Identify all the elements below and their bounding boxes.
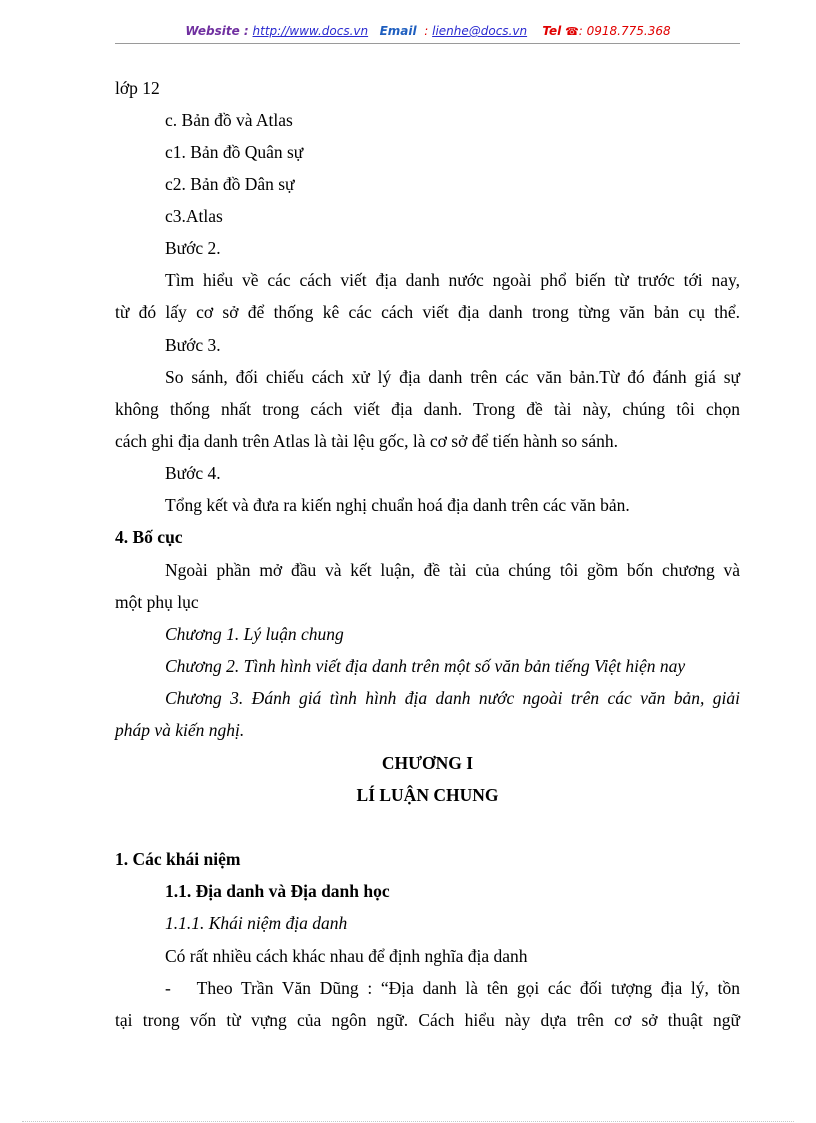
text-line: c3.Atlas [165,206,223,226]
text-line: Tìm hiểu về các cách viết địa danh nước ngoài phổ biến từ trước tới nay, [165,270,740,290]
text-line: c2. Bản đồ Dân sự [165,174,295,194]
subsection-heading: 1.1. Địa danh và Địa danh học [165,881,390,901]
text-line: c1. Bản đồ Quân sự [165,142,304,162]
text-line: Có rất nhiều cách khác nhau để định nghĩa địa danh [165,946,528,966]
chapter-title: LÍ LUẬN CHUNG [356,785,499,805]
section-heading: 4. Bố cục [115,527,183,547]
text-line: Ngoài phần mở đầu và kết luận, đề tài của chúng tôi gồm bốn chương và [165,560,740,580]
text-line: So sánh, đối chiếu cách xử lý địa danh trên các văn bản.Từ đó đánh giá sự [165,367,740,387]
text-line: từ đó lấy cơ sở để thống kê các cách viết địa danh trong từng văn bản cụ thể. [115,302,740,322]
chapter-list-item: Chương 3. Đánh giá tình hình địa danh nước ngoài trên các văn bản, giải [165,688,740,708]
footer-divider [22,1121,794,1122]
text-line: không thống nhất trong cách viết địa danh. Trong đề tài này, chúng tôi chọn [115,399,740,419]
text-line: lớp 12 [115,78,160,98]
email-link[interactable]: lienhe@docs.vn [432,24,528,38]
email-separator: : [424,24,429,38]
subsubsection-heading: 1.1.1. Khái niệm địa danh [165,913,348,933]
text-line: một phụ lục [115,592,199,612]
page-header [115,24,741,38]
website-label: Website : [185,24,249,38]
chapter-list-item: pháp và kiến nghị. [115,720,245,740]
text-line: tại trong vốn từ vựng của ngôn ngữ. Cách hiểu này dựa trên cơ sở thuật ngữ [115,1010,740,1030]
text-line: Tổng kết và đưa ra kiến nghị chuẩn hoá địa danh trên các văn bản. [165,495,630,515]
tel-label: Tel [542,24,562,38]
text-line: Bước 2. [165,238,221,258]
tel-value: : 0918.775.368 [578,24,671,38]
text-line: Bước 4. [165,463,221,483]
text-line: cách ghi địa danh trên Atlas là tài lệu gốc, là cơ sở để tiến hành so sánh. [115,431,619,451]
chapter-list-item: Chương 2. Tình hình viết địa danh trên một số văn bản tiếng Việt hiện nay [165,656,686,676]
email-label: Email [379,24,417,38]
website-link[interactable]: http://www.docs.vn [252,24,369,38]
chapter-list-item: Chương 1. Lý luận chung [165,624,344,644]
text-line: - Theo Trần Văn Dũng : “Địa danh là tên gọi các đối tượng địa lý, tồn [165,978,740,998]
text-line: Bước 3. [165,335,221,355]
header-divider [115,43,740,44]
section-heading: 1. Các khái niệm [115,849,241,869]
text-line: c. Bản đồ và Atlas [165,110,293,130]
phone-icon: ☎ [565,25,579,38]
chapter-number: CHƯƠNG I [381,753,474,773]
